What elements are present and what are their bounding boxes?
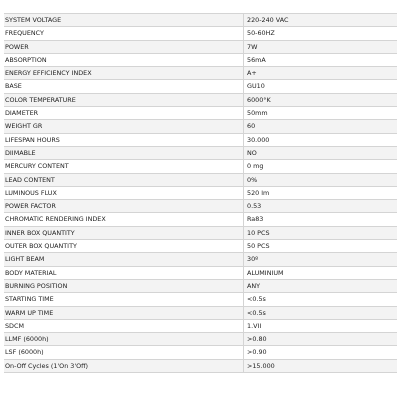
spec-value: NO (244, 146, 398, 159)
table-row (4, 266, 397, 279)
table-row (4, 27, 397, 40)
table-row (4, 359, 397, 372)
spec-label: LIGHT BEAM (4, 253, 244, 266)
spec-value: 30.000 (244, 133, 398, 146)
spec-value: 6000°K (244, 93, 398, 106)
table-row (4, 226, 397, 239)
spec-label: DIIMABLE (4, 146, 244, 159)
spec-value: Ra83 (244, 213, 398, 226)
table-row (4, 120, 397, 133)
spec-label: LUMINOUS FLUX (4, 186, 244, 199)
spec-label: LSF (6000h) (4, 346, 244, 359)
spec-label: OUTER BOX QUANTITY (4, 240, 244, 253)
spec-value: A+ (244, 67, 398, 80)
spec-value: GU10 (244, 80, 398, 93)
table-row (4, 80, 397, 93)
table-row (4, 146, 397, 159)
table-row (4, 213, 397, 226)
spec-label: INNER BOX QUANTITY (4, 226, 244, 239)
spec-label: STARTING TIME (4, 293, 244, 306)
spec-label: CHROMATIC RENDERING INDEX (4, 213, 244, 226)
spec-label: ABSORPTION (4, 53, 244, 66)
table-row (4, 333, 397, 346)
spec-value: ALUMINIUM (244, 266, 398, 279)
table-row (4, 67, 397, 80)
table-row (4, 40, 397, 53)
spec-label: LIFESPAN HOURS (4, 133, 244, 146)
spec-value: 1.VII (244, 319, 398, 332)
spec-label: LLMF (6000h) (4, 333, 244, 346)
spec-value: 0.53 (244, 200, 398, 213)
spec-value: ANY (244, 279, 398, 292)
spec-table (4, 13, 397, 373)
spec-label: SDCM (4, 319, 244, 332)
table-row (4, 186, 397, 199)
table-row (4, 173, 397, 186)
spec-value: 0 mg (244, 160, 398, 173)
spec-value: 60 (244, 120, 398, 133)
spec-value: 30º (244, 253, 398, 266)
spec-value: 50-60HZ (244, 27, 398, 40)
spec-label: BASE (4, 80, 244, 93)
table-row (4, 306, 397, 319)
spec-value: >0.90 (244, 346, 398, 359)
spec-value: 50 PCS (244, 240, 398, 253)
spec-label: COLOR TEMPERATURE (4, 93, 244, 106)
table-row (4, 293, 397, 306)
spec-label: MERCURY CONTENT (4, 160, 244, 173)
spec-value: 50mm (244, 107, 398, 120)
spec-label: On-Off Cycles (1'On 3'Off) (4, 359, 244, 372)
spec-value: >0.80 (244, 333, 398, 346)
spec-value: 56mA (244, 53, 398, 66)
spec-table-container (4, 13, 397, 373)
table-row (4, 133, 397, 146)
table-row (4, 279, 397, 292)
spec-value: 520 lm (244, 186, 398, 199)
spec-label: BURNING POSITION (4, 279, 244, 292)
spec-value: <0.5s (244, 306, 398, 319)
spec-label: DIAMETER (4, 107, 244, 120)
spec-value: 0% (244, 173, 398, 186)
spec-label: WEIGHT GR (4, 120, 244, 133)
spec-value: 10 PCS (244, 226, 398, 239)
spec-label: WARM UP TIME (4, 306, 244, 319)
spec-label: SYSTEM VOLTAGE (4, 14, 244, 27)
table-row (4, 253, 397, 266)
table-row (4, 240, 397, 253)
spec-label: FREQUENCY (4, 27, 244, 40)
spec-value: 7W (244, 40, 398, 53)
spec-value: <0.5s (244, 293, 398, 306)
spec-value: 220-240 VAC (244, 14, 398, 27)
table-row (4, 200, 397, 213)
table-row (4, 346, 397, 359)
table-row (4, 93, 397, 106)
spec-label: BODY MATERIAL (4, 266, 244, 279)
table-row (4, 53, 397, 66)
spec-label: ENERGY EFFICIENCY INDEX (4, 67, 244, 80)
spec-label: POWER (4, 40, 244, 53)
table-row (4, 107, 397, 120)
spec-label: LEAD CONTENT (4, 173, 244, 186)
spec-table-body (4, 14, 397, 373)
spec-label: POWER FACTOR (4, 200, 244, 213)
spec-value: >15.000 (244, 359, 398, 372)
table-row (4, 160, 397, 173)
table-row (4, 14, 397, 27)
table-row (4, 319, 397, 332)
